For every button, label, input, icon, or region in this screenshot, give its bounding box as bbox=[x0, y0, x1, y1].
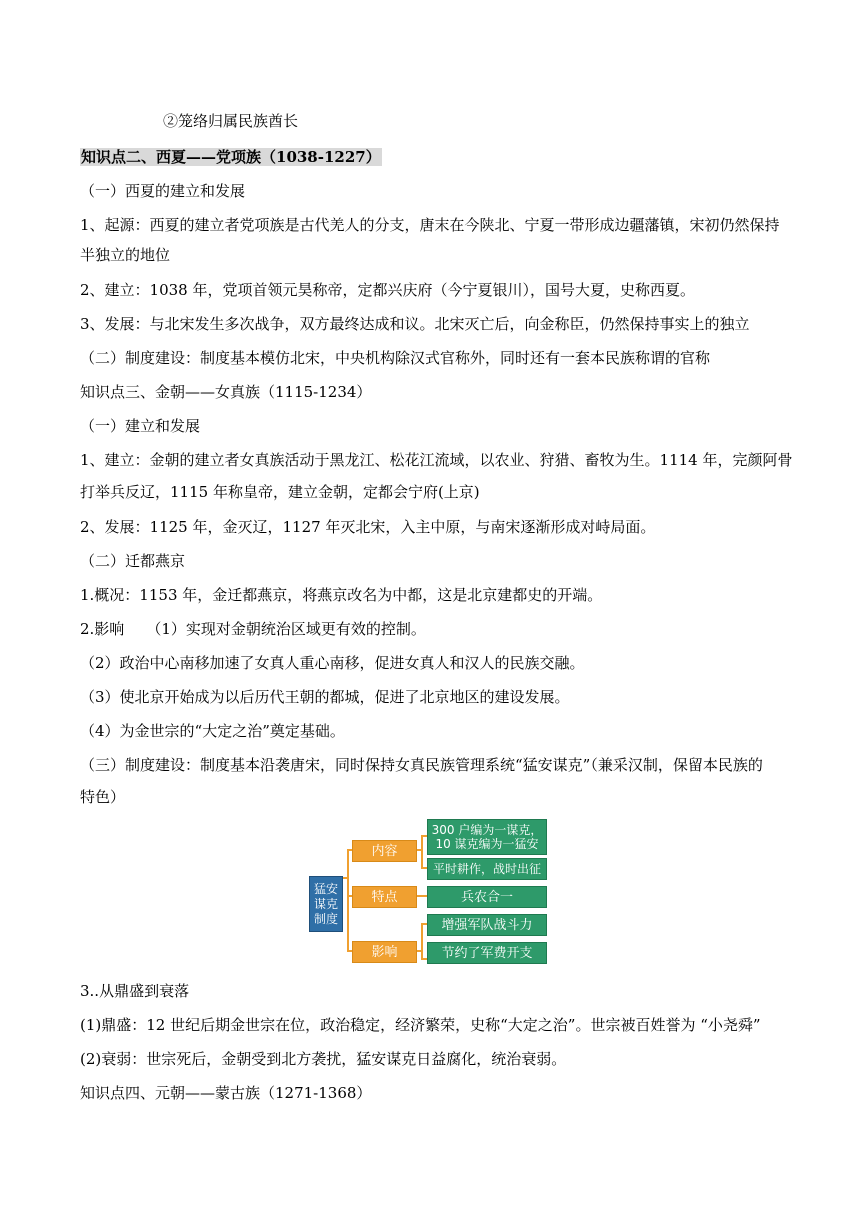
impact-label: 2.影响 bbox=[80, 620, 125, 638]
leaf-organization: 300 户编为一谋克， 10 谋克编为一猛安 bbox=[427, 819, 547, 855]
sub-heading: （二）迁都燕京 bbox=[80, 552, 186, 570]
paragraph: 半独立的地位 bbox=[80, 246, 171, 264]
sub-heading: （二）制度建设：制度基本模仿北宋，中央机构除汉式官称外，同时还有一套本民族称谓的官称 bbox=[80, 349, 711, 367]
impact-item-1: （1）实现对金朝统治区域更有效的控制。 bbox=[146, 620, 426, 638]
node-feature: 特点 bbox=[352, 886, 417, 908]
leaf-farming-fighting: 平时耕作，战时出征 bbox=[427, 858, 547, 880]
paragraph: 1、起源：西夏的建立者党项族是古代羌人的分支，唐末在今陕北、宁夏一带形成边疆藩镇，宋初仍然保持 bbox=[80, 216, 780, 234]
paragraph: （2）政治中心南移加速了女真人重心南移，促进女真人和汉人的民族交融。 bbox=[80, 654, 585, 672]
paragraph: 特色） bbox=[80, 788, 126, 806]
sub-heading: （一）西夏的建立和发展 bbox=[80, 182, 246, 200]
node-impact: 影响 bbox=[352, 941, 417, 963]
leaf-soldier-farmer: 兵农合一 bbox=[427, 886, 547, 908]
paragraph: 1、建立：金朝的建立者女真族活动于黑龙江、松花江流域，以农业、狩猎、畜牧为生。1114 年，完颜阿骨 bbox=[80, 451, 793, 469]
text-line: ②笼络归属民族酋长 bbox=[163, 112, 299, 130]
section-heading: 知识点三、金朝——女真族（1115-1234） bbox=[80, 383, 372, 401]
mengan-mouke-diagram bbox=[308, 818, 548, 968]
paragraph: （3）使北京开始成为以后历代王朝的都城，促进了北京地区的建设发展。 bbox=[80, 688, 570, 706]
paragraph bbox=[80, 619, 426, 639]
highlighted-heading: 知识点二、西夏——党项族（1038-1227） bbox=[81, 148, 381, 166]
sub-heading: （一）建立和发展 bbox=[80, 417, 201, 435]
paragraph: (2)衰弱：世宗死后，金朝受到北方袭扰，猛安谋克日益腐化，统治衰弱。 bbox=[80, 1050, 567, 1068]
node-content: 内容 bbox=[352, 840, 417, 862]
paragraph: 2、建立：1038 年，党项首领元昊称帝，定都兴庆府（今宁夏银川），国号大夏，史称西夏。 bbox=[80, 281, 695, 299]
section-heading bbox=[80, 147, 382, 167]
paragraph: （三）制度建设：制度基本沿袭唐宋，同时保持女真民族管理系统“猛安谋克”（兼采汉制，保留本民族的 bbox=[80, 756, 763, 774]
paragraph: 1.概况：1153 年，金迁都燕京，将燕京改名为中都，这是北京建都史的开端。 bbox=[80, 586, 603, 604]
paragraph: （4）为金世宗的“大定之治”奠定基础。 bbox=[80, 722, 345, 740]
diagram-root: 猛安 谋克 制度 bbox=[309, 876, 343, 932]
section-heading: 知识点四、元朝——蒙古族（1271-1368） bbox=[80, 1084, 372, 1102]
paragraph: 2、发展：1125 年，金灭辽，1127 年灭北宋，入主中原，与南宋逐渐形成对峙局面。 bbox=[80, 518, 656, 536]
paragraph: (1)鼎盛：12 世纪后期金世宗在位，政治稳定，经济繁荣，史称“大定之治”。世宗被百姓誉为 “小尧舜” bbox=[80, 1016, 761, 1034]
sub-heading: 3..从鼎盛到衰落 bbox=[80, 982, 190, 1000]
paragraph: 3、发展：与北宋发生多次战争，双方最终达成和议。北宋灭亡后，向金称臣，仍然保持事实上的独立 bbox=[80, 315, 750, 333]
leaf-military-strength: 增强军队战斗力 bbox=[427, 914, 547, 936]
paragraph: 打举兵反辽，1115 年称皇帝，建立金朝，定都会宁府(上京) bbox=[80, 483, 480, 501]
leaf-cost-saving: 节约了军费开支 bbox=[427, 942, 547, 964]
